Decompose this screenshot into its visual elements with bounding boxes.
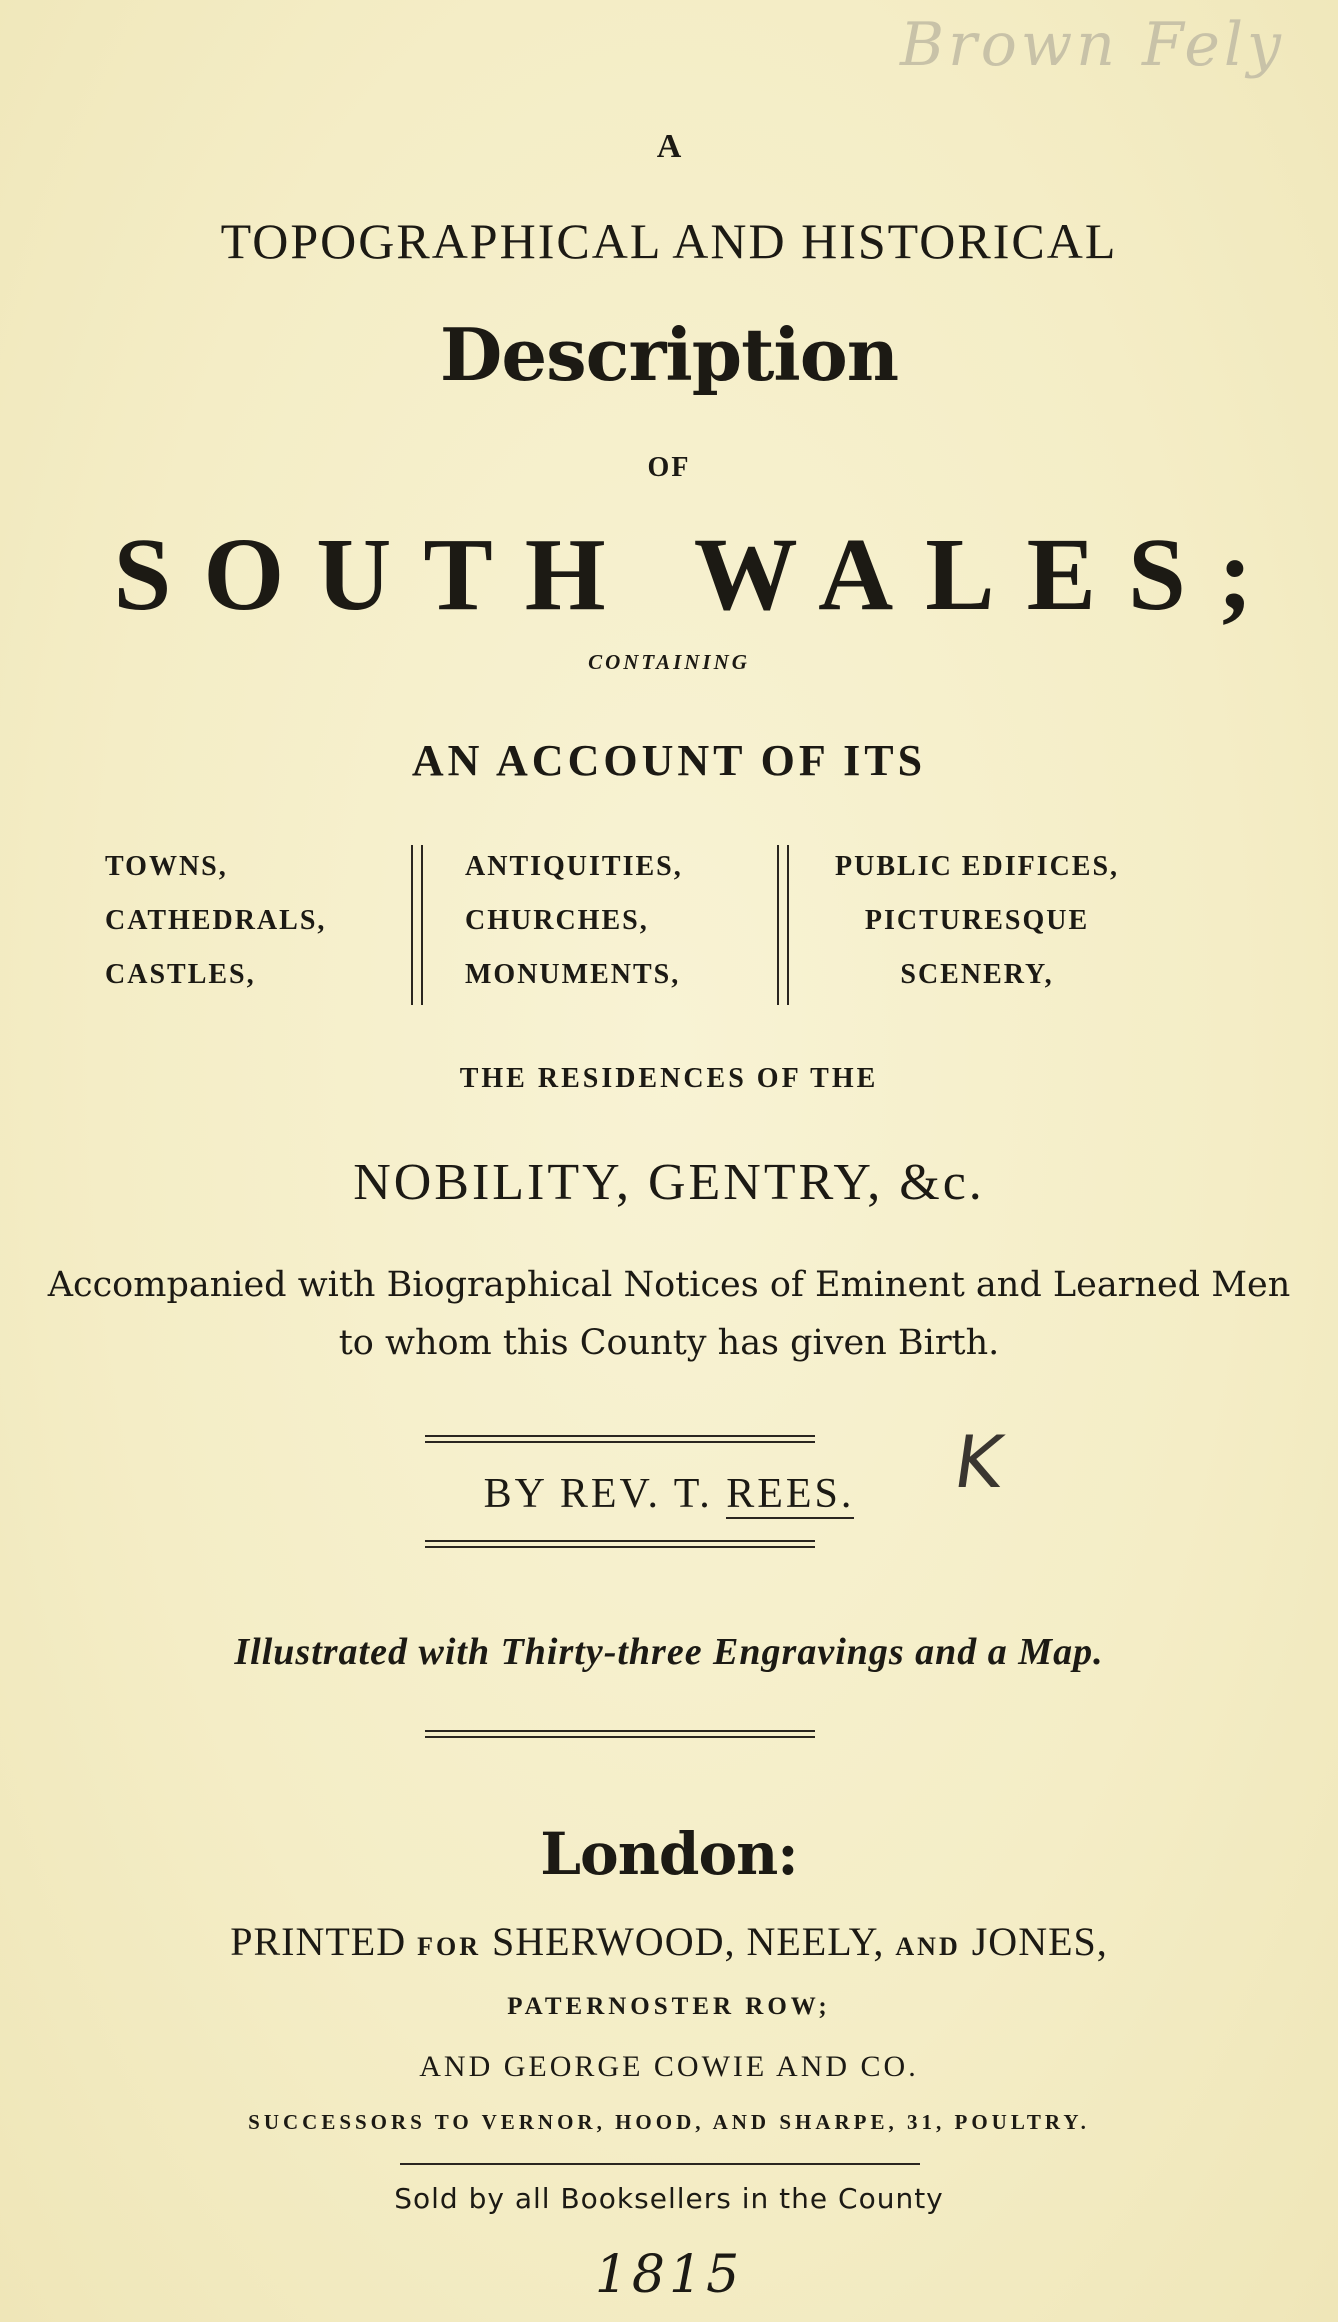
author-prefix: BY REV. T. xyxy=(483,1471,713,1517)
for-word: FOR xyxy=(417,1932,482,1961)
and-word: AND xyxy=(895,1932,961,1961)
column-divider xyxy=(777,845,789,1005)
column-1 xyxy=(105,840,326,1002)
column-item: ANTIQUITIES, xyxy=(465,851,683,882)
column-item: CHURCHES, xyxy=(465,905,649,936)
title-line-1: TOPOGRAPHICAL AND HISTORICAL xyxy=(220,213,1118,269)
title-of: OF xyxy=(647,452,691,483)
residences-line: THE RESIDENCES OF THE xyxy=(459,1063,879,1094)
printed-line xyxy=(0,1918,1338,1965)
column-item: TOWNS, xyxy=(105,851,228,882)
accompanied-line-1: Accompanied with Biographical Notices of Eminent and Learned Men xyxy=(47,1265,1291,1305)
sold-line: Sold by all Booksellers in the County xyxy=(394,2182,944,2215)
imprint-city: London: xyxy=(540,1820,798,1888)
column-divider xyxy=(411,845,423,1005)
author-line xyxy=(0,1470,1338,1518)
contents-columns xyxy=(85,840,1185,1010)
containing-label: CONTAINING xyxy=(588,650,750,674)
double-rule xyxy=(425,1435,815,1447)
handwritten-date: 1815 xyxy=(594,2245,744,2305)
successors-line: SUCCESSORS TO VERNOR, HOOD, AND SHARPE, 31, POULTRY. xyxy=(248,2110,1090,2134)
double-rule xyxy=(425,1540,815,1552)
accompanied-line-2: to whom this County has given Birth. xyxy=(338,1323,1000,1363)
jones-name: JONES, xyxy=(971,1919,1108,1964)
printers-names: SHERWOOD, NEELY, xyxy=(492,1919,885,1964)
title-line-2: Description xyxy=(439,312,899,397)
cowie-line: AND GEORGE COWIE AND CO. xyxy=(419,2050,919,2083)
double-rule xyxy=(425,1730,815,1742)
column-item: CASTLES, xyxy=(105,959,256,990)
column-item: PICTURESQUE xyxy=(864,905,1090,936)
illustrated-line: Illustrated with Thirty-three Engravings and a Map. xyxy=(234,1631,1104,1673)
title-place: SOUTH WALES; xyxy=(113,517,1285,632)
margin-mark: K xyxy=(949,1420,1009,1504)
column-item: PUBLIC EDIFICES, xyxy=(835,851,1120,882)
column-3 xyxy=(835,840,1119,1002)
nobility-line: NOBILITY, GENTRY, &c. xyxy=(353,1154,985,1211)
column-item: SCENERY, xyxy=(900,959,1054,990)
column-item: CATHEDRALS, xyxy=(105,905,327,936)
column-item: MONUMENTS, xyxy=(465,959,681,990)
account-line: AN ACCOUNT OF ITS xyxy=(411,736,927,785)
column-2 xyxy=(465,840,683,1002)
paternoster-line: PATERNOSTER ROW; xyxy=(507,1993,831,2020)
author-name: REES. xyxy=(726,1471,855,1517)
pencil-note: Brown Fely xyxy=(900,10,1285,80)
accompanied-text xyxy=(0,1256,1338,1372)
printed-word: PRINTED xyxy=(230,1919,407,1964)
bottom-rule xyxy=(400,2163,920,2165)
title-article: A xyxy=(656,128,682,165)
